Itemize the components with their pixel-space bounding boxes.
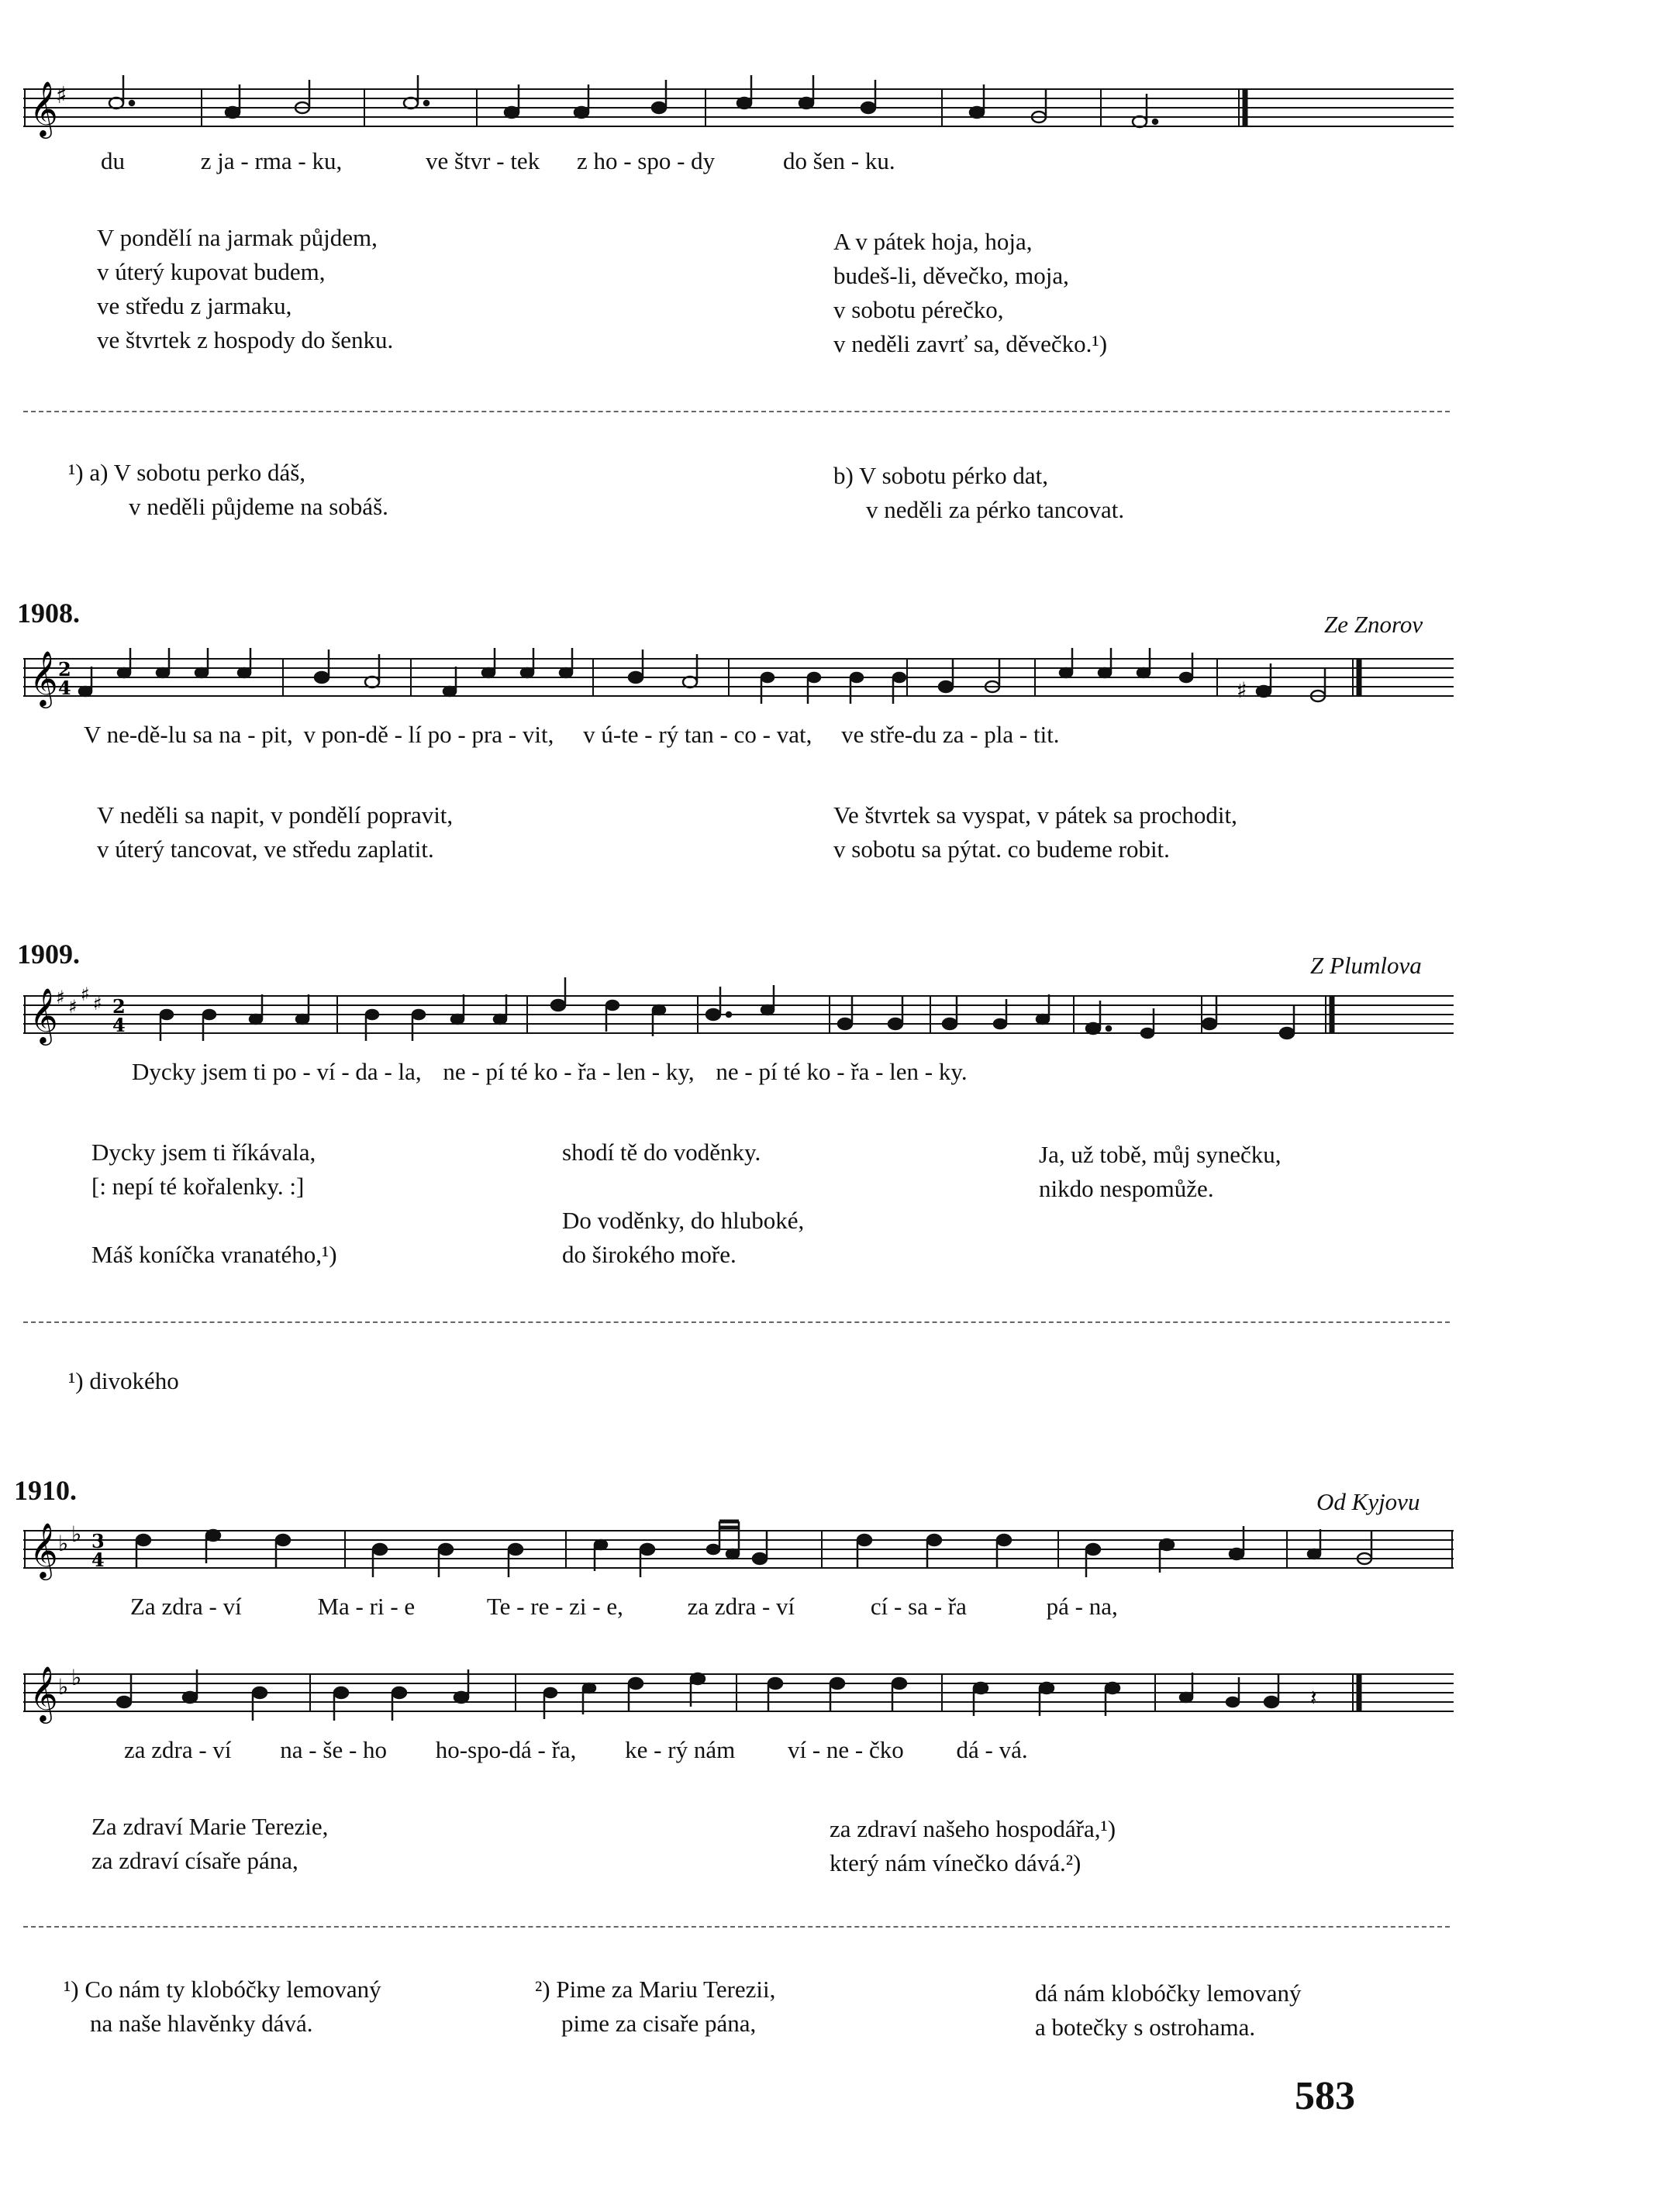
footnote-line: v neděli za pérko tancovat. [866,496,1125,523]
svg-text:♭: ♭ [71,1521,82,1547]
verse-line: v úterý kupovat budem, [97,258,326,285]
lyric-segment: ve stře-du za - pla - tit. [841,721,1060,748]
verse-line: v sobotu sa pýtat. co budeme robit. [833,836,1170,863]
lyric-segment: dá - vá. [956,1736,1028,1763]
song-origin-1909: Z Plumlova [1310,952,1422,979]
verse-line: A v pátek hoja, hoja, [833,228,1033,255]
lyric-segment: pá - na, [1046,1593,1118,1620]
verses-1908-left [97,798,453,867]
verse-line: nikdo nespomůže. [1039,1175,1214,1202]
music-staff-1910-line2 [23,1651,1457,1736]
footnote-top-b [833,459,1124,527]
svg-text:♭: ♭ [58,1531,69,1556]
svg-text:𝄞: 𝄞 [29,1521,58,1578]
svg-text:♭: ♭ [71,1665,82,1690]
song-origin-1908: Ze Znorov [1324,611,1423,638]
lyric-segment: do šen - ku. [782,147,895,174]
footnote-top-a [68,456,388,524]
verse-line [562,1170,804,1204]
svg-text:4: 4 [112,1014,126,1036]
lyrics-1910-line1 [130,1593,1118,1621]
verse-line: budeš-li, děvečko, moja, [833,262,1069,289]
svg-text:2: 2 [58,658,71,680]
song-origin-1910: Od Kyjovu [1316,1488,1420,1515]
verse-line: shodí tě do voděnky. [562,1139,761,1166]
footnote-line: ¹) Co nám ty klobóčky lemovaný [64,1976,381,2003]
verse-line: v sobotu pérečko, [833,296,1004,323]
verse-line: Za zdraví Marie Terezie, [91,1813,329,1840]
verse-line: v úterý tancovat, ve středu zaplatit. [97,836,434,863]
lyric-segment: ke - rý nám [625,1736,736,1763]
lyric-segment: Ma - ri - e [317,1593,416,1620]
footnote-line: ²) Pime za Mariu Terezii, [535,1976,776,2003]
verse-line: Do voděnky, do hluboké, [562,1207,805,1234]
song-number-1908: 1908. [17,598,80,629]
verse-line: ve štvrtek z hospody do šenku. [97,326,394,353]
footnote-line: b) V sobotu pérko dat, [833,462,1048,489]
footnote-line: v neděli půjdeme na sobáš. [129,493,388,520]
footnote-line: ¹) divokého [68,1367,179,1394]
lyric-segment: za zdra - ví [687,1593,795,1620]
svg-text:♯: ♯ [56,82,67,109]
lyric-segment: ne - pí té ko - řa - len - ky, [443,1058,695,1085]
verse-line: Máš koníčka vranatého,¹) [91,1241,337,1268]
footnote-line: ¹) a) V sobotu perko dáš, [68,459,306,486]
svg-text:3: 3 [91,1530,105,1552]
verse-line: [: nepí té kořalenky. :] [91,1173,305,1200]
lyric-segment: Dycky jsem ti po - ví - da - la, [132,1058,422,1085]
lyric-segment: v pon-dě - lí po - pra - vit, [303,721,554,748]
lyric-segment: ví - ne - čko [787,1736,904,1763]
music-staff-1909 [23,973,1457,1058]
verses-1909-col2 [562,1135,804,1272]
lyric-segment: v ú-te - rý tan - co - vat, [583,721,812,748]
svg-text:𝄞: 𝄞 [29,1665,58,1721]
lyrics-1909 [132,1058,968,1086]
svg-text:𝄽: 𝄽 [1310,1685,1317,1711]
verses-1910-left [91,1810,328,1878]
song-number-1910: 1910. [14,1475,77,1506]
verse-line: za zdraví císaře pána, [91,1847,298,1874]
lyrics-1910-line2 [124,1736,1028,1764]
svg-text:4: 4 [91,1549,105,1571]
footnote-line: a botečky s ostrohama. [1035,2014,1256,2041]
svg-text:♭: ♭ [58,1674,69,1700]
footnote-line: pime za cisaře pána, [561,2010,757,2037]
verses-1908-right [833,798,1237,867]
verse-line: do širokého moře. [562,1241,737,1268]
verse-line: který nám vínečko dává.²) [830,1849,1081,1876]
lyric-segment: ve štvr - tek [425,147,540,174]
verses-top-right [833,225,1107,361]
svg-text:♯: ♯ [68,996,78,1018]
lyric-segment: na - še - ho [280,1736,388,1763]
verse-line: Ja, už tobě, můj synečku, [1039,1141,1282,1168]
footnote-1910-3 [1035,1976,1302,2045]
verse-line: Ve štvrtek sa vyspat, v pátek sa prochodit, [833,801,1237,829]
verse-line: za zdraví našeho hospodářa,¹) [830,1815,1116,1842]
svg-text:2: 2 [112,995,126,1018]
verse-line: v neděli zavrť sa, děvečko.¹) [833,330,1108,357]
footnote-1909 [68,1364,179,1398]
svg-text:𝄞: 𝄞 [29,80,58,136]
lyric-segment: ho-spo-dá - řa, [435,1736,577,1763]
lyric-segment: cí - sa - řa [870,1593,967,1620]
verses-1910-right [830,1812,1116,1880]
music-staff-1908 [23,636,1457,721]
lyric-segment: ne - pí té ko - řa - len - ky. [716,1058,968,1085]
divider [23,1926,1450,1928]
footnote-line: dá nám klobóčky lemovaný [1035,1979,1302,2007]
music-staff-top [23,74,1457,159]
verses-1909-col3 [1039,1138,1282,1206]
svg-text:♯: ♯ [93,993,102,1015]
footnote-line: na naše hlavěnky dává. [90,2010,313,2037]
music-staff-1910-line1 [23,1507,1457,1593]
verse-line [91,1204,337,1238]
verses-1909-col1 [91,1135,337,1272]
svg-text:♯: ♯ [56,987,65,1008]
divider [23,1321,1450,1323]
svg-text:4: 4 [58,677,71,699]
lyric-segment: du [101,147,125,174]
lyric-segment: Te - re - zi - e, [486,1593,623,1620]
lyric-segment: za zdra - ví [124,1736,232,1763]
svg-text:♯: ♯ [1237,677,1247,703]
verse-line: Dycky jsem ti říkávala, [91,1139,316,1166]
song-number-1909: 1909. [17,939,80,970]
svg-text:𝄞: 𝄞 [29,649,58,706]
lyric-segment: z ho - spo - dy [576,147,716,174]
lyrics-top [101,147,895,175]
lyric-segment: z ja - rma - ku, [200,147,343,174]
verse-line: V pondělí na jarmak půjdem, [97,224,378,251]
divider [23,411,1450,412]
verse-line: ve středu z jarmaku, [97,292,292,319]
verses-top-left [97,221,393,357]
lyric-segment: Za zdra - ví [130,1593,242,1620]
lyrics-1908 [84,721,1060,749]
svg-text:♯: ♯ [81,984,90,1005]
footnote-1910-2 [535,1973,775,2041]
lyric-segment: V ne-dě-lu sa na - pit, [84,721,293,748]
footnote-1910-1 [64,1973,381,2041]
svg-text:𝄞: 𝄞 [29,987,58,1043]
page-number: 583 [1295,2074,1355,2118]
verse-line: V neděli sa napit, v pondělí popravit, [97,801,454,829]
